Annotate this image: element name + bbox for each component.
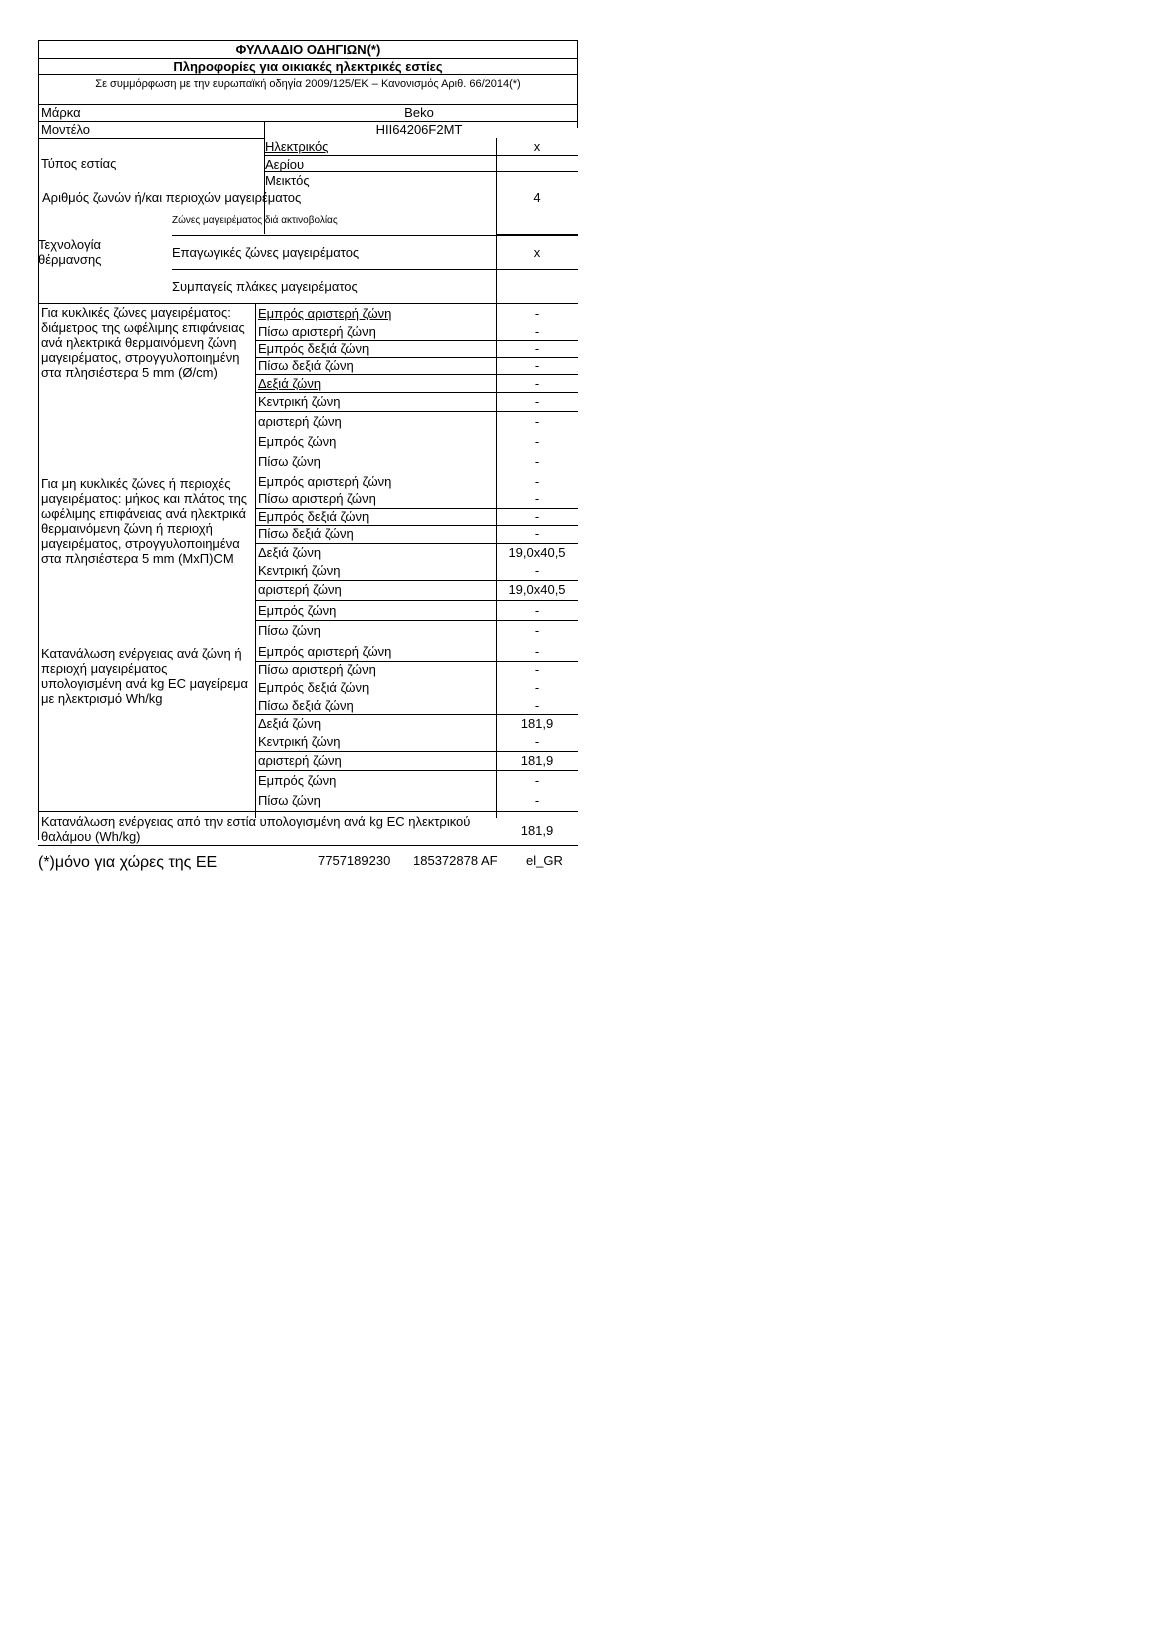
circular-row-value: - — [534, 324, 540, 339]
noncircular-row-zone: Πίσω δεξιά ζώνη — [258, 526, 354, 541]
circular-row-value: - — [534, 341, 540, 356]
consumption-row-value: - — [534, 773, 540, 788]
zones-count-value: 4 — [533, 190, 541, 205]
noncircular-row-zone: αριστερή ζώνη — [258, 582, 342, 597]
consumption-row-zone: Εμπρός δεξιά ζώνη — [258, 680, 370, 695]
consumption-row-value: - — [534, 793, 540, 808]
hob-type-electric: Ηλεκτρικός — [265, 139, 329, 154]
compliance-note: Σε συμμόρφωση με την ευρωπαϊκή οδηγία 2009/125/ΕΚ – Κανονισμός Αριθ. 66/2014(*) — [95, 78, 521, 90]
footer-locale: el_GR — [526, 853, 563, 868]
induction-zones-value: x — [533, 245, 541, 260]
circular-row-zone: αριστερή ζώνη — [258, 414, 342, 429]
solid-plates-label: Συμπαγείς πλάκες μαγειρέματος — [172, 279, 358, 294]
circular-row-zone: Δεξιά ζώνη — [258, 376, 322, 391]
radiant-zones-label: Ζώνες μαγειρέματος διά ακτινοβολίας — [172, 215, 338, 226]
brand-label: Μάρκα — [41, 105, 81, 120]
circular-row-value: - — [534, 454, 540, 469]
document-subtitle: Πληροφορίες για οικιακές ηλεκτρικές εστίες — [173, 59, 443, 74]
circular-row-zone: Πίσω ζώνη — [258, 454, 321, 469]
consumption-row-zone: Πίσω ζώνη — [258, 793, 321, 808]
noncircular-zones-label: Για μη κυκλικές ζώνες ή περιοχές μαγειρέματος: μήκος και πλάτος της ωφέλιμης επιφάνειας ανά ηλεκτρικά θερμαινόμενη ζώνη ή περιοχή μαγειρέματος, στρογγυλοποιημένα στα πλησιέστερα 5 mm (ΜxΠ)CM — [41, 476, 248, 566]
noncircular-row-value: - — [534, 603, 540, 618]
noncircular-row-value: - — [534, 491, 540, 506]
consumption-row-value: - — [534, 644, 540, 659]
circular-row-zone: Εμπρός δεξιά ζώνη — [258, 341, 370, 356]
noncircular-row-zone: Εμπρός ζώνη — [258, 603, 337, 618]
noncircular-row-value: - — [534, 509, 540, 524]
circular-row-zone: Πίσω δεξιά ζώνη — [258, 358, 354, 373]
noncircular-row-value: 19,0x40,5 — [508, 582, 566, 597]
circular-row-value: - — [534, 306, 540, 321]
consumption-row-zone: Εμπρός ζώνη — [258, 773, 337, 788]
consumption-row-value: 181,9 — [520, 716, 554, 731]
circular-zones-label: Για κυκλικές ζώνες μαγειρέματος: διάμετρος της ωφέλιμης επιφάνειας ανά ηλεκτρικά θερμαινόμενη ζώνη μαγειρέματος, στρογγυλοποιημένη στα πλησιέστερα 5 mm (Ø/cm) — [41, 305, 245, 380]
footer-code-2: 185372878 AF — [413, 853, 498, 868]
circular-row-value: - — [534, 358, 540, 373]
consumption-row-value: - — [534, 698, 540, 713]
induction-zones-label: Επαγωγικές ζώνες μαγειρέματος — [172, 245, 360, 260]
total-consumption-value: 181,9 — [520, 823, 554, 838]
hob-type-label: Τύπος εστίας — [41, 156, 117, 171]
noncircular-row-value: - — [534, 623, 540, 638]
noncircular-row-zone: Εμπρός αριστερή ζώνη — [258, 474, 392, 489]
consumption-row-zone: Πίσω δεξιά ζώνη — [258, 698, 354, 713]
consumption-row-zone: αριστερή ζώνη — [258, 753, 342, 768]
noncircular-row-zone: Εμπρός δεξιά ζώνη — [258, 509, 370, 524]
noncircular-row-zone: Κεντρική ζώνη — [258, 563, 341, 578]
footer-note: (*)μόνο για χώρες της ΕΕ — [38, 854, 218, 871]
model-label: Μοντέλο — [41, 122, 91, 137]
total-consumption-label: Κατανάλωση ενέργειας από την εστία υπολογισμένη ανά kg EC ηλεκτρικού θαλάμου (Wh/kg) — [41, 814, 471, 844]
circular-row-zone: Πίσω αριστερή ζώνη — [258, 324, 376, 339]
circular-row-zone: Κεντρική ζώνη — [258, 394, 341, 409]
circular-row-value: - — [534, 376, 540, 391]
noncircular-row-zone: Πίσω αριστερή ζώνη — [258, 491, 376, 506]
heating-technology-label: Τεχνολογία θέρμανσης — [38, 237, 102, 267]
noncircular-row-value: - — [534, 563, 540, 578]
circular-row-value: - — [534, 394, 540, 409]
consumption-row-zone: Κεντρική ζώνη — [258, 734, 341, 749]
brand-value: Beko — [404, 105, 434, 120]
hob-type-mixed: Μεικτός — [265, 173, 310, 188]
noncircular-row-zone: Πίσω ζώνη — [258, 623, 321, 638]
circular-row-value: - — [534, 434, 540, 449]
zones-count-label: Αριθμός ζωνών ή/και περιοχών μαγειρέματος — [42, 190, 302, 205]
consumption-row-zone: Δεξιά ζώνη — [258, 716, 322, 731]
noncircular-row-value: - — [534, 526, 540, 541]
consumption-zones-label: Κατανάλωση ενέργειας ανά ζώνη ή περιοχή μαγειρέματος υπολογισμένη ανά kg EC μαγείρεμα με ηλεκτρισμό Wh/kg — [41, 646, 248, 706]
noncircular-row-zone: Δεξιά ζώνη — [258, 545, 322, 560]
consumption-row-value: - — [534, 680, 540, 695]
consumption-row-value: 181,9 — [520, 753, 554, 768]
consumption-row-zone: Εμπρός αριστερή ζώνη — [258, 644, 392, 659]
consumption-row-value: - — [534, 734, 540, 749]
hob-type-gas: Αερίου — [265, 157, 305, 172]
circular-row-value: - — [534, 414, 540, 429]
consumption-row-zone: Πίσω αριστερή ζώνη — [258, 662, 376, 677]
footer-code-1: 7757189230 — [318, 853, 391, 868]
model-value: HII64206F2MT — [375, 122, 463, 137]
circular-row-zone: Εμπρός ζώνη — [258, 434, 337, 449]
circular-row-zone: Εμπρός αριστερή ζώνη — [258, 306, 392, 321]
consumption-row-value: - — [534, 662, 540, 677]
noncircular-row-value: - — [534, 474, 540, 489]
noncircular-row-value: 19,0x40,5 — [508, 545, 566, 560]
hob-type-electric-value: x — [533, 139, 541, 154]
document-title: ΦΥΛΛΑΔΙΟ ΟΔΗΓΙΩΝ(*) — [235, 42, 381, 57]
